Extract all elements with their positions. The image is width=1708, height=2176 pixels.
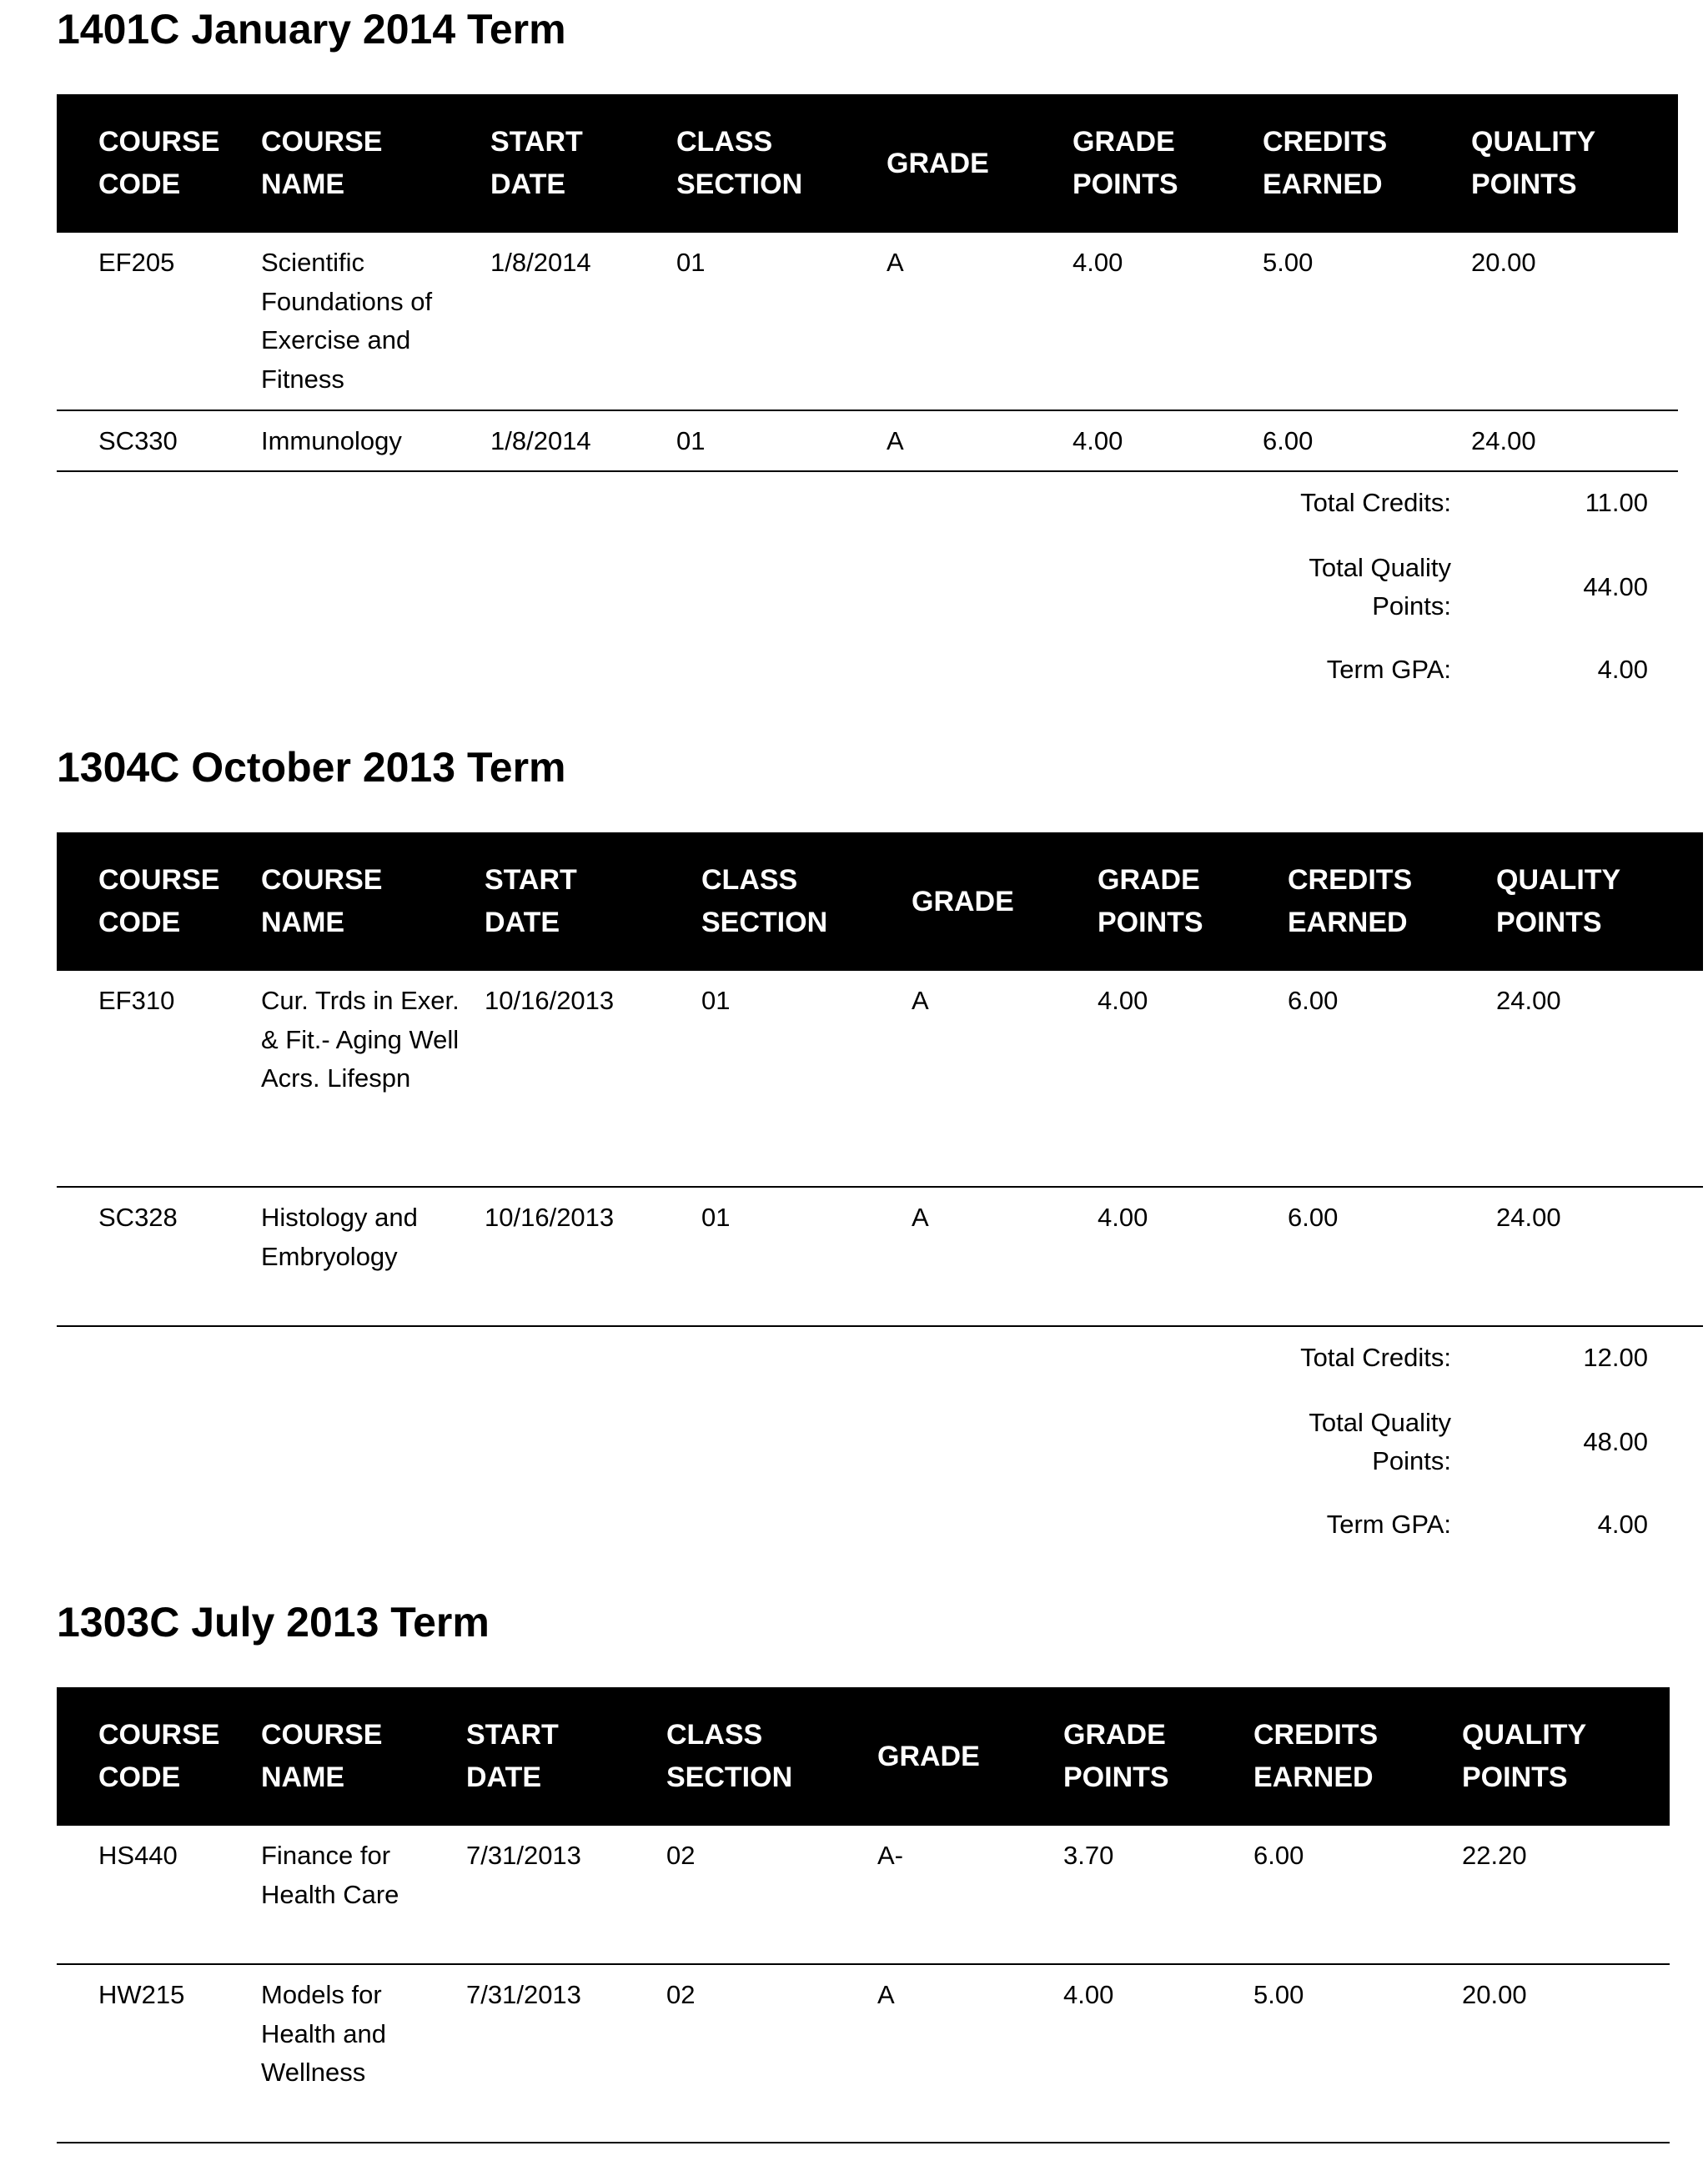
header-start-date: START DATE — [490, 126, 583, 200]
class-section: 02 — [666, 1980, 696, 2009]
course-code: SC330 — [98, 426, 178, 455]
header-class-section: CLASS SECTION — [666, 1719, 793, 1793]
course-name: Histology and Embryology — [261, 1203, 418, 1271]
course-table — [57, 832, 1703, 1327]
grade-points: 4.00 — [1098, 986, 1148, 1015]
total-quality-label: Total Quality Points: — [1309, 1408, 1451, 1475]
table-header — [57, 94, 1678, 233]
term-gpa-value: 4.00 — [1597, 1510, 1648, 1539]
class-section: 01 — [701, 986, 731, 1015]
header-quality-points: QUALITY POINTS — [1471, 126, 1596, 200]
grade-points: 4.00 — [1063, 1980, 1114, 2009]
total-credits-row — [1234, 1339, 1648, 1377]
start-date: 10/16/2013 — [485, 1203, 615, 1232]
class-section: 01 — [676, 426, 706, 455]
grade: A- — [877, 1841, 903, 1870]
quality-points: 24.00 — [1496, 986, 1561, 1015]
header-start-date: START DATE — [466, 1719, 559, 1793]
start-date: 7/31/2013 — [466, 1980, 581, 2009]
start-date: 1/8/2014 — [490, 248, 591, 277]
grade-points: 4.00 — [1073, 248, 1123, 277]
term-gpa-label: Term GPA: — [1326, 655, 1451, 684]
header-grade: GRADE — [912, 885, 1014, 917]
class-section: 02 — [666, 1841, 696, 1870]
course-name: Immunology — [261, 426, 402, 455]
course-code: HW215 — [98, 1980, 185, 2009]
term-gpa-value: 4.00 — [1597, 655, 1648, 684]
table-row — [57, 411, 1678, 472]
quality-points: 20.00 — [1462, 1980, 1527, 2009]
quality-points: 20.00 — [1471, 248, 1536, 277]
header-grade-points: GRADE POINTS — [1063, 1719, 1169, 1793]
header-course-code: COURSE CODE — [98, 126, 220, 200]
header-class-section: CLASS SECTION — [676, 126, 803, 200]
header-course-name: COURSE NAME — [261, 126, 383, 200]
grade-points: 3.70 — [1063, 1841, 1114, 1870]
term-gpa-row — [1234, 651, 1648, 689]
start-date: 7/31/2013 — [466, 1841, 581, 1870]
grade: A — [912, 1203, 929, 1232]
header-grade: GRADE — [877, 1740, 980, 1772]
class-section: 01 — [701, 1203, 731, 1232]
header-grade-points: GRADE POINTS — [1098, 864, 1203, 938]
course-table — [57, 94, 1678, 472]
course-code: SC328 — [98, 1203, 178, 1232]
total-credits-label: Total Credits: — [1300, 1343, 1451, 1372]
table-row — [57, 1188, 1703, 1327]
total-quality-label: Total Quality Points: — [1309, 553, 1451, 621]
course-code: HS440 — [98, 1841, 178, 1870]
total-credits-value: 12.00 — [1583, 1343, 1648, 1372]
quality-points: 24.00 — [1471, 426, 1536, 455]
credits-earned: 5.00 — [1253, 1980, 1304, 2009]
total-quality-value: 48.00 — [1583, 1427, 1648, 1456]
header-credits-earned: CREDITS EARNED — [1263, 126, 1388, 200]
start-date: 1/8/2014 — [490, 426, 591, 455]
credits-earned: 6.00 — [1263, 426, 1314, 455]
course-name: Scientific Foundations of Exercise and Fitness — [261, 248, 433, 394]
course-name: Finance for Health Care — [261, 1841, 399, 1909]
header-course-name: COURSE NAME — [261, 1719, 383, 1793]
table-header — [57, 1687, 1670, 1826]
term-gpa-label: Term GPA: — [1326, 1510, 1451, 1539]
credits-earned: 6.00 — [1288, 986, 1339, 1015]
term-title: 1304C October 2013 Term — [57, 744, 566, 791]
header-grade-points: GRADE POINTS — [1073, 126, 1178, 200]
grade: A — [912, 986, 929, 1015]
credits-earned: 6.00 — [1253, 1841, 1304, 1870]
term-title: 1303C July 2013 Term — [57, 1599, 490, 1646]
total-quality-value: 44.00 — [1583, 572, 1648, 601]
grade-points: 4.00 — [1098, 1203, 1148, 1232]
header-grade: GRADE — [887, 147, 989, 179]
table-row — [57, 1965, 1670, 2143]
table-header — [57, 832, 1703, 971]
course-code: EF205 — [98, 248, 175, 277]
header-course-code: COURSE CODE — [98, 1719, 220, 1793]
quality-points: 22.20 — [1462, 1841, 1527, 1870]
course-name: Models for Health and Wellness — [261, 1980, 386, 2087]
course-table — [57, 1687, 1670, 2143]
course-name: Cur. Trds in Exer. & Fit.- Aging Well Acrs. Lifespn — [261, 986, 460, 1093]
credits-earned: 6.00 — [1288, 1203, 1339, 1232]
total-quality-row — [1301, 1404, 1648, 1480]
quality-points: 24.00 — [1496, 1203, 1561, 1232]
total-credits-row — [1234, 484, 1648, 522]
total-quality-row — [1301, 549, 1648, 626]
start-date: 10/16/2013 — [485, 986, 615, 1015]
header-quality-points: QUALITY POINTS — [1462, 1719, 1587, 1793]
header-course-code: COURSE CODE — [98, 864, 220, 938]
grade: A — [887, 248, 904, 277]
header-course-name: COURSE NAME — [261, 864, 383, 938]
header-start-date: START DATE — [485, 864, 577, 938]
header-credits-earned: CREDITS EARNED — [1253, 1719, 1379, 1793]
header-class-section: CLASS SECTION — [701, 864, 828, 938]
table-row — [57, 233, 1678, 411]
total-credits-label: Total Credits: — [1300, 488, 1451, 517]
grade-points: 4.00 — [1073, 426, 1123, 455]
table-row — [57, 1826, 1670, 1965]
grade: A — [877, 1980, 895, 2009]
course-code: EF310 — [98, 986, 175, 1015]
grade: A — [887, 426, 904, 455]
term-gpa-row — [1234, 1505, 1648, 1544]
total-credits-value: 11.00 — [1585, 488, 1648, 517]
table-row — [57, 971, 1703, 1188]
header-quality-points: QUALITY POINTS — [1496, 864, 1621, 938]
class-section: 01 — [676, 248, 706, 277]
header-credits-earned: CREDITS EARNED — [1288, 864, 1413, 938]
term-title: 1401C January 2014 Term — [57, 6, 566, 53]
credits-earned: 5.00 — [1263, 248, 1314, 277]
